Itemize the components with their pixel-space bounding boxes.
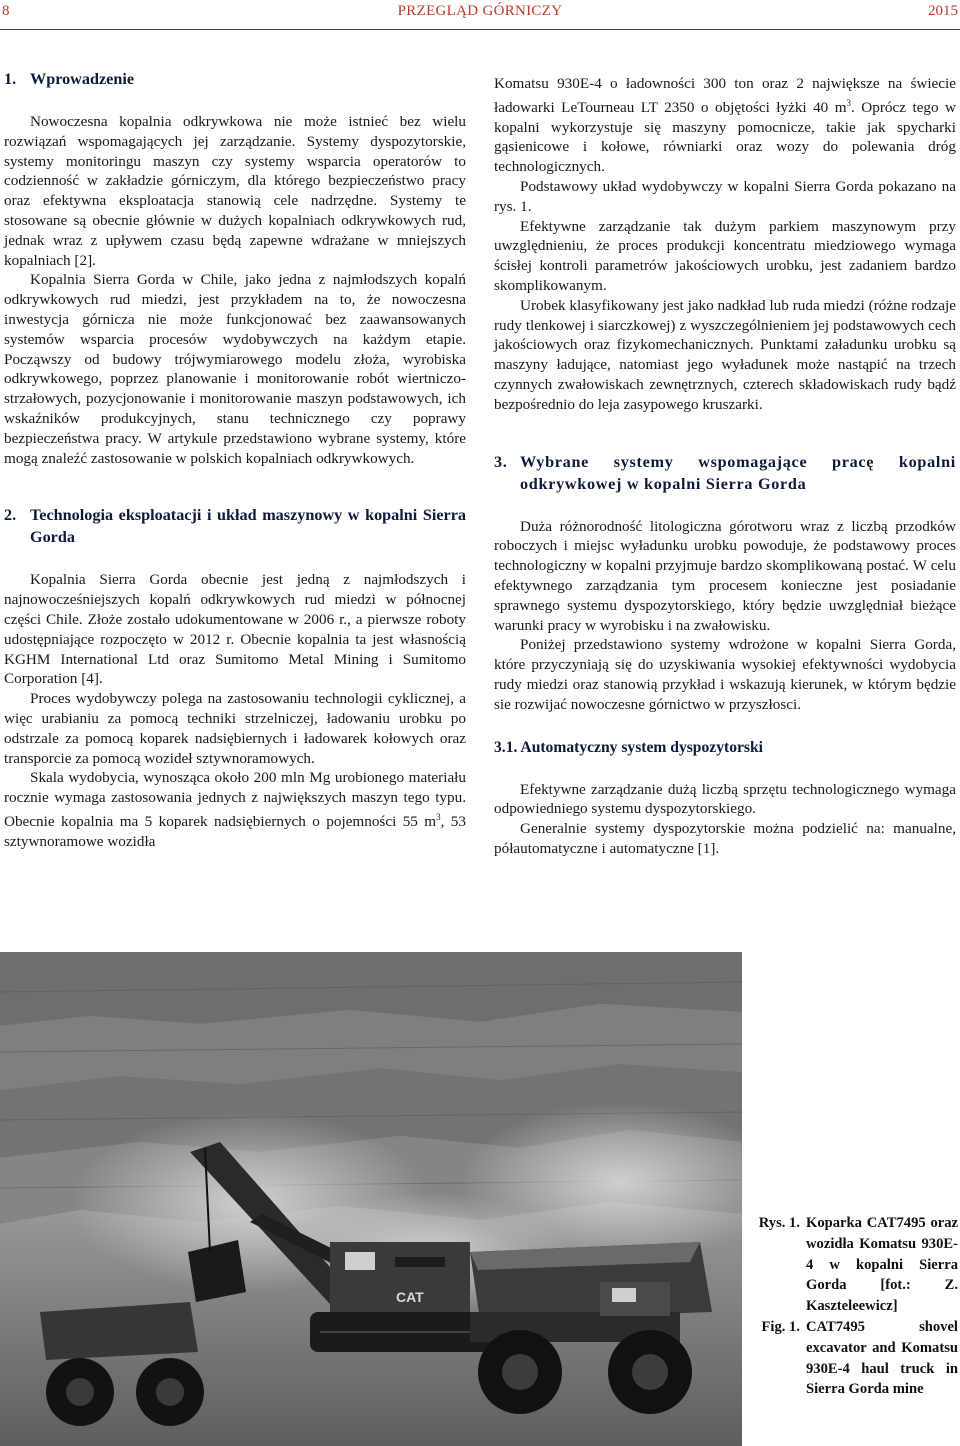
paragraph: Podstawowy układ wydobywczy w kopalni Sierra Gorda pokazano na rys. 1. bbox=[494, 178, 956, 215]
paragraph bbox=[494, 74, 956, 177]
subsection-3-1-heading: 3.1. Automatyczny system dyspozytorski bbox=[494, 738, 763, 756]
mine-photograph bbox=[0, 952, 742, 1446]
section-2-number: 2. bbox=[4, 506, 17, 525]
figure-caption-english: CAT7495 shovel excavator and Komatsu 930E-4 haul truck in Sierra Gorda mine bbox=[806, 1318, 958, 1398]
paragraph: Kopalnia Sierra Gorda w Chile, jako jedna z najmłodszych kopalń odkrywkowych rud miedzi, jest przykładem na to, że nowoczesna inwestycja górnicza nie może funkcjonować bez zaawansowanych systemów wsparcia procesów wydobywczych na każdym etapie. Począwszy od budowy trójwymiarowego modelu złoża, wyrobiska odkrywkowego, poprzez planowanie i monitorowanie robót wiertniczo-strzałowych, pozycjonowanie i monitorowanie maszyn podstawowych, ich wskaźników produkcyjnych, stanu technicznego czy poprawy bezpieczeństwa pracy. W artykule przedstawiono wybrane systemy, które mogą znaleźć zastosowanie w polskich kopalniach odkrywkowych. bbox=[4, 271, 466, 467]
figure-label-english: Fig. 1. bbox=[761, 1318, 800, 1335]
paragraph: Efektywne zarządzanie tak dużym parkiem maszynowym przy uwzględnieniu, że proces produkcji koncentratu miedziowego wymaga ścisłej kontroli parametrów jakościowych urobku, jest zadaniem bardzo skomplikowanym. bbox=[494, 217, 956, 295]
section-2-title: Technologia eksploatacji i układ maszynowy w kopalni Sierra Gorda bbox=[30, 506, 466, 547]
header-rule bbox=[0, 29, 960, 30]
paragraph: Kopalnia Sierra Gorda obecnie jest jedną z najmłodszych i najnowocześniejszych kopalń odkrywkowych rud miedzi w północnej części Chile. Złoże zostało udokumentowane w 2006 r., a pierwsze roboty udostępniające rozpoczęto w 2012 r. Obecnie kopalnia ta jest własnością KGHM International Ltd oraz Sumitomo Metal Mining i Sumitomo Corporation [4]. bbox=[4, 571, 466, 688]
section-2-heading bbox=[4, 504, 466, 548]
page-number: 8 bbox=[2, 3, 10, 19]
text-run: . Oprócz tego w kopalni wykorzystuje się maszyny pomocnicze, takie jak spycharki gąsienicowe i kołowe, równiarki oraz wozy do polewania dróg technologicznych. bbox=[494, 98, 957, 176]
section-3-number: 3. bbox=[494, 452, 508, 471]
paragraph: Poniżej przedstawiono systemy wdrożone w kopalni Sierra Gorda, które przyczyniają się do uzyskiwania wysokiej efektywności wydobycia rudy miedzi oraz stanowią przykład i wskazują kierunek, w którym będzie sie rozwijać nowoczesne górnictwo w przyszłosci. bbox=[494, 636, 956, 713]
caption-english bbox=[748, 1317, 958, 1400]
text-run: Komatsu 930E-4 o ładowności 300 ton oraz 2 największe na świecie ładowarki LeTourneau LT 2350 o objętości łyżki 40 m bbox=[494, 75, 956, 116]
caption-polish bbox=[748, 1213, 958, 1317]
section-3-heading bbox=[494, 451, 956, 495]
section-1-number: 1. bbox=[4, 70, 17, 88]
section-3-title: Wybrane systemy wspomagające pracę kopalni odkrywkowej w kopalni Sierra Gorda bbox=[520, 452, 956, 493]
figure-label-polish: Rys. 1. bbox=[758, 1215, 800, 1231]
section-1-heading bbox=[4, 68, 466, 90]
running-header bbox=[0, 0, 960, 26]
journal-year: 2015 bbox=[928, 3, 958, 19]
paragraph: Duża różnorodność litologiczna górotworu wraz z liczbą przodków roboczych i miejsc wyładunku urobku powoduje, że podstawowy proces technologiczny w kopalni przyjmuje bardzo skomplikowaną postać. W celu efektywnego zarządzania tym procesem konieczne jest posiadanie sprawnego systemu dyspozytorskiego, który będzie uwzględniał bieżące warunki pracy w wyrobisku i na zwałowisku. bbox=[494, 517, 956, 634]
figure-caption bbox=[748, 1213, 958, 1400]
right-column bbox=[494, 74, 956, 859]
paragraph: Efektywne zarządzanie dużą liczbą sprzętu technologicznego wymaga odpowiedniego systemu dyspozytorskiego. bbox=[494, 780, 956, 818]
paragraph: Urobek klasyfikowany jest jako nadkład lub ruda miedzi (różne rodzaje rudy tlenkowej i siarczkowej) z wyszczególnieniem jej podstawowych cech jakościowych oraz fizykomechanicznych. Punktami załadunku urobku są maszyny ładujące, natomiast jego wyładunek może nastąpić na trzech czynnych zwałowiskach zewnętrznych, czterech składowiskach rudy bądź bezpośrednio do leja zasypowego kruszarki. bbox=[494, 296, 956, 413]
paragraph: Proces wydobywczy polega na zastosowaniu technologii cyklicznej, a więc urabianiu za pomocą techniki strzelniczej, ładowaniu urobku po odstrzale za pomocą koparek nadsiębiernych i ładowarek kołowych oraz transporcie za pomocą wozideł sztywnoramowych. bbox=[4, 690, 466, 767]
cat-logo-text: CAT bbox=[396, 1289, 424, 1305]
figure-caption-polish: Koparka CAT7495 oraz wozidła Komatsu 930E-4 w kopalni Sierra Gorda [fot.: Z. Kaszteleewicz] bbox=[806, 1215, 958, 1315]
text-run: , 53 sztywnoramowe wozidła bbox=[4, 812, 466, 850]
paragraph: Nowoczesna kopalnia odkrywkowa nie może istnieć bez wielu rozwiązań wspomagających jej zarządzanie. Systemy dyspozytorskie, systemy monitoringu maszyn czy systemy wsparcia operatorów to codzienność w zakładzie górniczym, dla którego bezpieczeństwo pracy oraz efektywna eksploatacja stanowią cele nadrzędne. Systemy te stosowane są obecnie głównie w dużych kopalniach odkrywkowych rud, jednak wraz z upływem czasu będą zapewne wdrażane w mniejszych kopalniach [2]. bbox=[4, 113, 466, 269]
text-run: Skala wydobycia, wynosząca około 200 mln Mg urobionego materiału rocznie wymaga zastosowania jednych z największych maszyn tego typu. Obecnie kopalnia ma 5 koparek nadsiębiernych o pojemności 55 m bbox=[4, 769, 466, 830]
paragraph: Generalnie systemy dyspozytorskie można podzielić na: manualne, półautomatyczne i automatyczne [1]. bbox=[494, 820, 956, 857]
superscript: 3 bbox=[436, 811, 441, 822]
paragraph bbox=[4, 768, 466, 851]
journal-title: PRZEGLĄD GÓRNICZY bbox=[397, 3, 563, 19]
left-column bbox=[4, 68, 466, 852]
superscript: 3 bbox=[846, 97, 852, 108]
section-1-title: Wprowadzenie bbox=[30, 70, 135, 88]
